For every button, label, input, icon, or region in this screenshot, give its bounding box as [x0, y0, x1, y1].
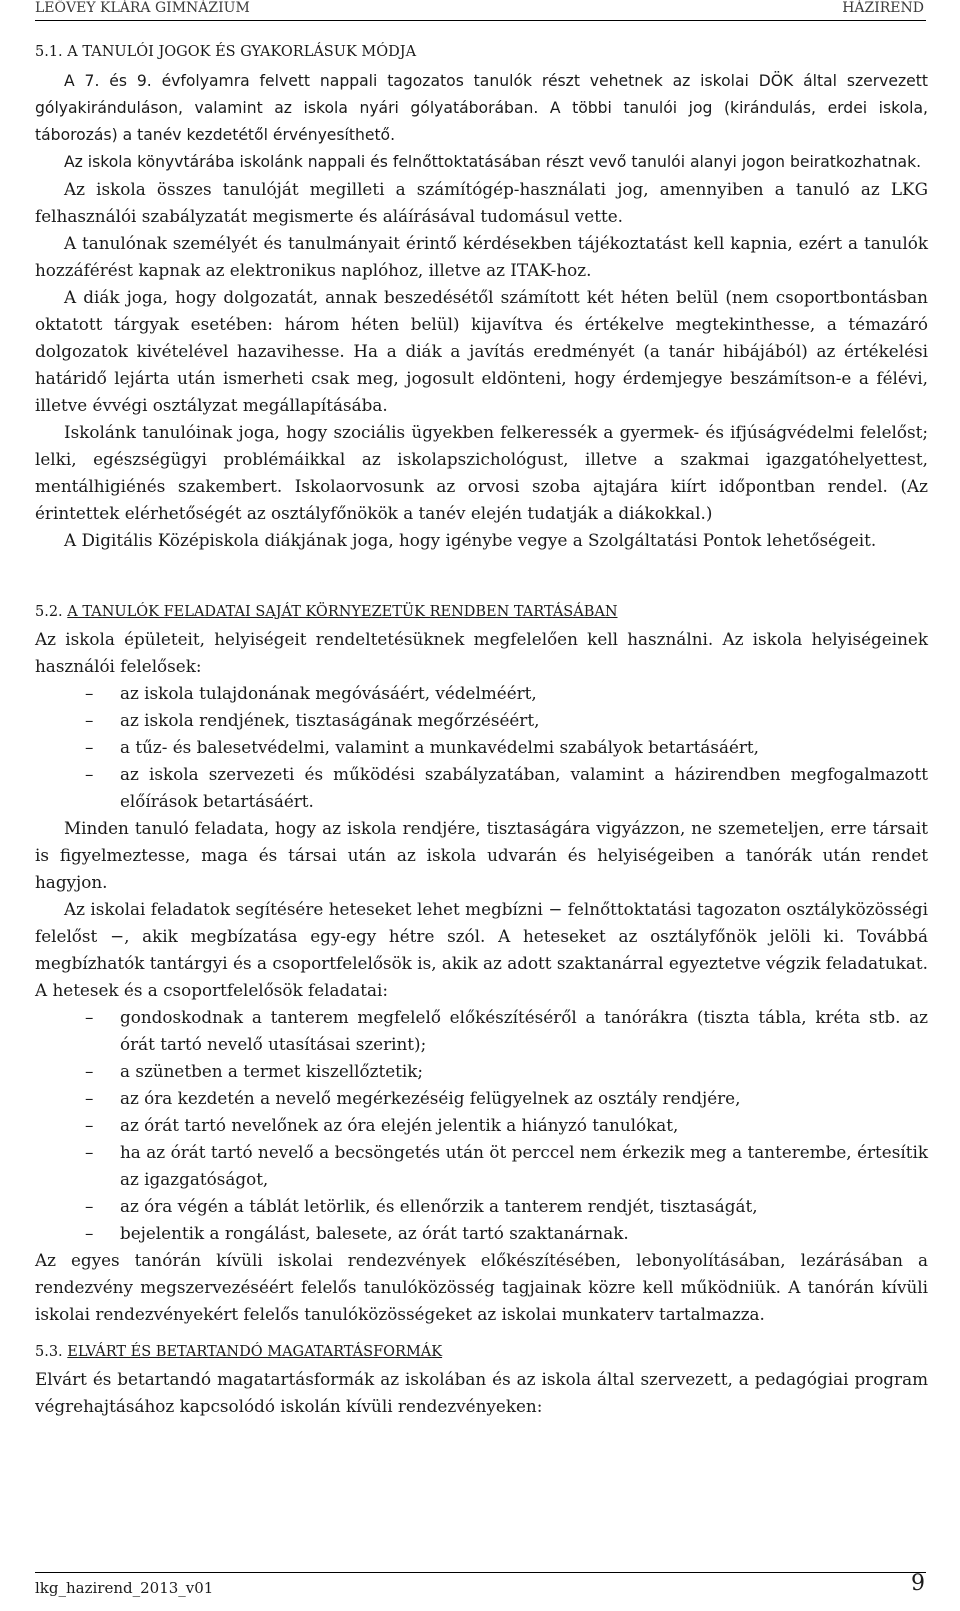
footer-filename: lkg_hazirend_2013_v01 [35, 1579, 214, 1597]
list-item: – bejelentik a rongálást, balesete, az órát tartó szaktanárnak. [35, 1220, 928, 1247]
paragraph: A Digitális Középiskola diákjának joga, hogy igénybe vegye a Szolgáltatási Pontok lehetőségeit. [64, 530, 877, 550]
paragraph: A 7. és 9. évfolyamra felvett nappali tagozatos tanulók részt vehetnek az iskolai DÖK által szervezett gólyakiránduláson, valamint az iskola nyári gólyatáborában. A többi tanulói jog (kirándulás, erdei iskola, táborozás) a tanév kezdetétől érvényesíthető. [35, 72, 928, 144]
dash-bullet: – [85, 1196, 94, 1216]
section-title: A TANULÓI JOGOK ÉS GYAKORLÁSUK MÓDJA [67, 44, 417, 60]
section-number: 5.1. [35, 44, 63, 60]
list-item: – gondoskodnak a tanterem megfelelő előkészítéséről a tanórákra (tiszta tábla, kréta stb. az órát tartó nevelő utasításai szerint); [35, 1004, 928, 1058]
list-item: – az órát tartó nevelőnek az óra elején jelentik a hiányzó tanulókat, [35, 1112, 928, 1139]
responsibility-list [35, 680, 928, 815]
dash-bullet: – [85, 683, 94, 703]
dash-bullet: – [85, 1142, 94, 1162]
footer-rule [35, 1572, 926, 1573]
header-rule [35, 20, 926, 21]
section-heading-5-2 [35, 604, 618, 620]
paragraph: Az iskolai feladatok segítésére heteseket lehet megbízni − felnőttoktatási tagozaton osztályközösségi felelőst −, akik megbízatása egy-egy hétre szól. A heteseket az osztályfőnök jelöli ki. Továbbá megbízhatók tantárgyi és a csoportfelelősök is, akik az adott szaktanárral egyeztetve végzik feladatukat. A hetesek és a csoportfelelősök feladatai: [35, 899, 928, 1000]
paragraph: Az iskola épületeit, helyiségeit rendeltetésüknek megfelelően kell használni. Az iskola helyiségeinek használói felelősek: [35, 629, 928, 676]
paragraph: A diák joga, hogy dolgozatát, annak beszedésétől számított két héten belül (nem csoportbontásban oktatott tárgyak esetében: három héten belül) kijavítva és értékelve megtekinthesse, a témazáró dolgozatok kivételével hazavihesse. Ha a diák a javítás eredményét (a tanár hibájából) az értékelési határidő lejárta után ismerheti csak meg, jogosult eldönteni, hogy érdemjegye beszámítson-e a félévi, illetve évvégi osztályzat megállapításába. [35, 287, 928, 415]
section-body-5-3 [35, 1366, 928, 1420]
section-heading-5-1 [35, 44, 416, 60]
header-document-title: HÁZIREND [842, 0, 924, 16]
header-school-name: LEŐVEY KLÁRA GIMNÁZIUM [35, 0, 250, 16]
dash-bullet: – [85, 710, 94, 730]
list-item: – az iskola rendjének, tisztaságának megőrzéséért, [35, 707, 928, 734]
section-title: A TANULÓK FELADATAI SAJÁT KÖRNYEZETÜK RENDBEN TARTÁSÁBAN [67, 604, 618, 620]
paragraph: A tanulónak személyét és tanulmányait érintő kérdésekben tájékoztatást kell kapnia, ezért a tanulók hozzáférést kapnak az elektronikus naplóhoz, illetve az ITAK-hoz. [35, 233, 928, 280]
list-item: – a szünetben a termet kiszellőztetik; [35, 1058, 928, 1085]
section-title: ELVÁRT ÉS BETARTANDÓ MAGATARTÁSFORMÁK [67, 1344, 443, 1360]
dash-bullet: – [85, 737, 94, 757]
paragraph: Az egyes tanórán kívüli iskolai rendezvények előkészítésében, lebonyolításában, lezárásában a rendezvény megszervezéséért felelős tanulóközösség tagjainak közre kell működniük. A tanórán kívüli iskolai rendezvényekért felelős tanulóközösségeket az iskolai munkaterv tartalmazza. [35, 1250, 928, 1324]
dash-bullet: – [85, 1061, 94, 1081]
dash-bullet: – [85, 1007, 94, 1027]
duties-list [35, 1004, 928, 1247]
dash-bullet: – [85, 1223, 94, 1243]
section-heading-5-3 [35, 1344, 442, 1360]
section-body-5-1 [35, 68, 928, 554]
list-item: – ha az órát tartó nevelő a becsöngetés után öt perccel nem érkezik meg a tanterembe, értesítik az igazgatóságot, [35, 1139, 928, 1193]
paragraph: Minden tanuló feladata, hogy az iskola rendjére, tisztaságára vigyázzon, ne szemeteljen, erre társait is figyelmeztesse, maga és társai után az iskola udvarán és helyiségeiben a tanórák után rendet hagyjon. [35, 818, 928, 892]
paragraph: Elvárt és betartandó magatartásformák az iskolában és az iskola által szervezett, a pedagógiai program végrehajtásához kapcsolódó iskolán kívüli rendezvényeken: [35, 1369, 928, 1416]
list-item: – az óra végén a táblát letörlik, és ellenőrzik a tanterem rendjét, tisztaságát, [35, 1193, 928, 1220]
section-number: 5.3. [35, 1344, 63, 1360]
dash-bullet: – [85, 1115, 94, 1135]
list-item: – az óra kezdetén a nevelő megérkezéséig felügyelnek az osztály rendjére, [35, 1085, 928, 1112]
section-body-5-2 [35, 626, 928, 1328]
paragraph: Az iskola összes tanulóját megilleti a számítógép-használati jog, amennyiben a tanuló az LKG felhasználói szabályzatát megismerte és aláírásával tudomásul vette. [35, 179, 928, 226]
list-item: – az iskola szervezeti és működési szabályzatában, valamint a házirendben megfogalmazott előírások betartásáért. [35, 761, 928, 815]
paragraph: Iskolánk tanulóinak joga, hogy szociális ügyekben felkeressék a gyermek- és ifjúságvédelmi felelőst; lelki, egészségügyi problémáikkal az iskolapszichológust, illetve a szakmai igazgatóhelyettest, mentálhigiénés szakembert. Iskolaorvosunk az orvosi szoba ajtajára kiírt időpontban rendel. (Az érintettek elérhetőségét az osztályfőnökök a tanév elején tudatják a diákokkal.) [35, 422, 928, 523]
list-item: – az iskola tulajdonának megóvásáért, védelméért, [35, 680, 928, 707]
dash-bullet: – [85, 764, 94, 784]
dash-bullet: – [85, 1088, 94, 1108]
section-number: 5.2. [35, 604, 63, 620]
list-item: – a tűz- és balesetvédelmi, valamint a munkavédelmi szabályok betartásáért, [35, 734, 928, 761]
page-number: 9 [911, 1571, 925, 1596]
paragraph: Az iskola könyvtárába iskolánk nappali és felnőttoktatásában részt vevő tanulói alanyi jogon beiratkozhatnak. [64, 153, 922, 171]
